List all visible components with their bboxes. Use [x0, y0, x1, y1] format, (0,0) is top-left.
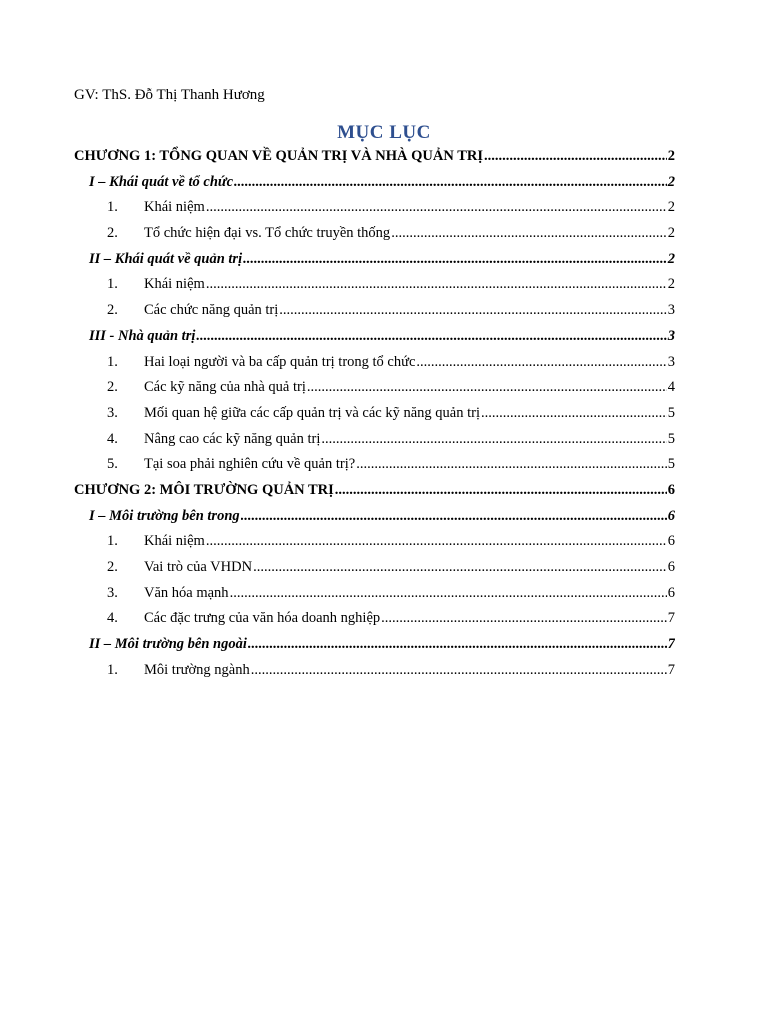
- toc-entry-title: Các đặc trưng của văn hóa doanh nghiệp: [144, 610, 381, 627]
- toc-entry-title: Khái niệm: [144, 533, 205, 550]
- toc-dot-leader: [206, 195, 667, 221]
- toc-dot-leader: [206, 272, 667, 298]
- toc-entry[interactable]: [74, 221, 675, 247]
- toc-title: MỤC LỤC: [337, 122, 431, 143]
- toc-entry[interactable]: [74, 170, 675, 196]
- toc-entry-page-number: 7: [667, 636, 675, 653]
- toc-entry[interactable]: [74, 144, 675, 170]
- toc-entry-number: 2.: [107, 302, 118, 319]
- toc-entry-page-number: 6: [667, 507, 675, 524]
- toc-entry-title: Hai loại người và ba cấp quản trị trong tổ chức: [144, 353, 416, 370]
- toc-entry-number: 5.: [107, 456, 118, 473]
- toc-dot-leader: [230, 581, 667, 607]
- toc-entry-page-number: 7: [667, 610, 675, 627]
- toc-entry[interactable]: [74, 504, 675, 530]
- toc-entry-title: Các kỹ năng của nhà quả trị: [144, 379, 306, 396]
- toc-entry-title: Mối quan hệ giữa các cấp quản trị và các kỹ năng quản trị: [144, 404, 480, 421]
- toc-entry-page-number: 3: [667, 302, 675, 319]
- toc-entry-number: 1.: [107, 533, 118, 550]
- toc-entry-number: 1.: [107, 661, 118, 678]
- toc-entry-page-number: 6: [667, 533, 675, 550]
- toc-entry-number: 1.: [107, 353, 118, 370]
- toc-dot-leader: [484, 144, 667, 170]
- toc-entry-title: Văn hóa mạnh: [144, 584, 229, 601]
- toc-entry-title: Môi trường ngành: [144, 661, 250, 678]
- toc-dot-leader: [196, 324, 666, 350]
- toc-entry-page-number: 3: [667, 353, 675, 370]
- toc-dot-leader: [241, 504, 667, 530]
- toc-entry-number: 2.: [107, 559, 118, 575]
- toc-entry[interactable]: [74, 555, 675, 581]
- toc-entry[interactable]: [74, 581, 675, 607]
- toc-dot-leader: [251, 658, 667, 684]
- table-of-contents: [74, 144, 675, 683]
- toc-entry-page-number: 7: [667, 661, 675, 678]
- toc-entry-page-number: 2: [667, 173, 675, 190]
- toc-entry-number: 2.: [107, 379, 118, 396]
- toc-entry-title: II – Khái quát về quản trị: [89, 250, 243, 267]
- toc-entry-page-number: 5: [667, 430, 675, 447]
- toc-entry-page-number: 2: [667, 225, 675, 242]
- toc-entry-title: Tại soa phải nghiên cứu về quản trị?: [144, 456, 356, 473]
- toc-entry[interactable]: [74, 452, 675, 478]
- toc-entry[interactable]: [74, 247, 675, 273]
- toc-entry[interactable]: [74, 324, 675, 350]
- toc-entry-title: II – Môi trường bên ngoài: [89, 636, 247, 653]
- author-header: GV: ThS. Đỗ Thị Thanh Hương: [74, 87, 265, 103]
- toc-entry[interactable]: [74, 529, 675, 555]
- toc-entry-page-number: 4: [667, 379, 675, 396]
- toc-entry[interactable]: [74, 632, 675, 658]
- toc-entry-page-number: 3: [667, 327, 675, 344]
- toc-entry-page-number: 6: [667, 559, 675, 575]
- toc-entry-number: 4.: [107, 430, 118, 447]
- toc-dot-leader: [335, 478, 667, 504]
- toc-entry[interactable]: [74, 478, 675, 504]
- toc-entry-title: Vai trò của VHDN: [144, 559, 253, 575]
- toc-entry-page-number: 2: [667, 250, 675, 267]
- toc-entry-number: 1.: [107, 199, 118, 216]
- toc-dot-leader: [416, 350, 666, 376]
- toc-entry-title: I – Môi trường bên trong: [89, 507, 240, 524]
- toc-dot-leader: [307, 375, 667, 401]
- toc-dot-leader: [391, 221, 667, 247]
- toc-dot-leader: [356, 452, 667, 478]
- toc-entry-page-number: 5: [667, 456, 675, 473]
- toc-dot-leader: [321, 427, 666, 453]
- toc-entry-title: Nâng cao các kỹ năng quản trị: [144, 430, 321, 447]
- toc-entry-number: 3.: [107, 404, 118, 421]
- toc-entry-title: Khái niệm: [144, 199, 205, 216]
- toc-entry-title: CHƯƠNG 1: TỔNG QUAN VỀ QUẢN TRỊ VÀ NHÀ QUẢN TRỊ: [74, 148, 483, 164]
- toc-entry-title: III - Nhà quản trị: [89, 327, 196, 344]
- toc-entry[interactable]: [74, 195, 675, 221]
- toc-entry[interactable]: [74, 350, 675, 376]
- toc-dot-leader: [243, 247, 667, 273]
- toc-entry-title: CHƯƠNG 2: MÔI TRƯỜNG QUẢN TRỊ: [74, 481, 334, 498]
- toc-entry-number: 2.: [107, 225, 118, 242]
- toc-dot-leader: [206, 529, 667, 555]
- toc-entry[interactable]: [74, 401, 675, 427]
- toc-entry-number: 3.: [107, 584, 118, 601]
- toc-entry[interactable]: [74, 298, 675, 324]
- toc-entry[interactable]: [74, 658, 675, 684]
- toc-entry-page-number: 6: [667, 584, 675, 601]
- toc-dot-leader: [279, 298, 666, 324]
- toc-dot-leader: [381, 606, 667, 632]
- toc-entry[interactable]: [74, 427, 675, 453]
- toc-entry-number: 1.: [107, 276, 118, 293]
- toc-entry-title: Khái niệm: [144, 276, 205, 293]
- toc-entry-page-number: 2: [667, 199, 675, 216]
- toc-dot-leader: [234, 170, 667, 196]
- toc-entry-title: I – Khái quát về tổ chức: [89, 173, 234, 190]
- toc-entry-title: Tổ chức hiện đại vs. Tổ chức truyền thống: [144, 225, 391, 242]
- toc-dot-leader: [253, 555, 667, 581]
- toc-entry-page-number: 2: [667, 148, 675, 164]
- toc-entry-title: Các chức năng quản trị: [144, 302, 279, 319]
- toc-dot-leader: [481, 401, 667, 427]
- toc-entry-page-number: 5: [667, 404, 675, 421]
- toc-entry-page-number: 6: [667, 481, 675, 498]
- toc-entry-page-number: 2: [667, 276, 675, 293]
- toc-dot-leader: [248, 632, 667, 658]
- toc-entry[interactable]: [74, 272, 675, 298]
- toc-entry[interactable]: [74, 375, 675, 401]
- toc-entry-number: 4.: [107, 610, 118, 627]
- toc-entry[interactable]: [74, 606, 675, 632]
